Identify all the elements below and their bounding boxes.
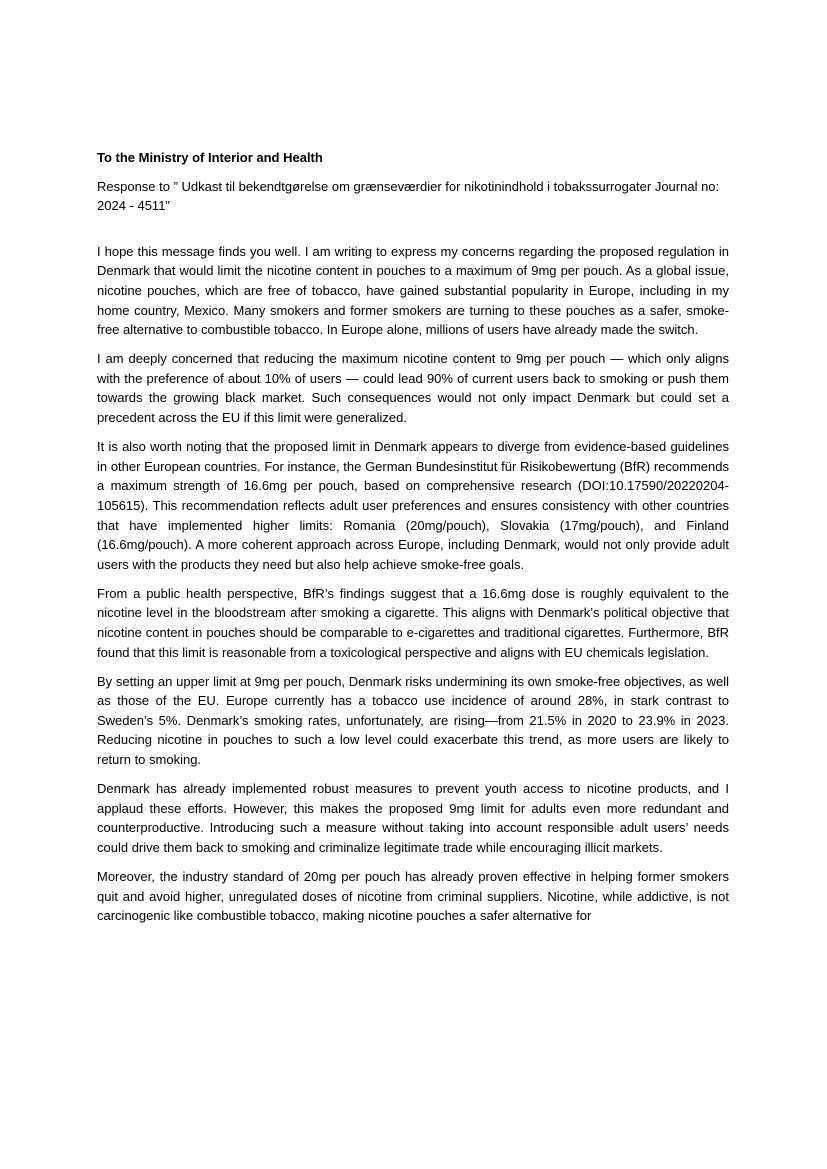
paragraph-2: I am deeply concerned that reducing the maximum nicotine content to 9mg per pouch — which only aligns with the preference of about 10% of users — could lead 90% of current users back to smoking or push them towards the growing black market. Such consequences would not only impact Denmark but could set a precedent across the EU if this limit were generalized. [97,351,729,426]
paragraph-1: I hope this message finds you well. I am writing to express my concerns regarding the proposed regulation in Denmark that would limit the nicotine content in pouches to a maximum of 9mg per pouch. As a global issue, nicotine pouches, which are free of tobacco, have gained substantial popularity in Europe, including in my home country, Mexico. Many smokers and former smokers are turning to these pouches as a safer, smoke-free alternative to combustible tobacco. In Europe alone, millions of users have already made the switch. [97,243,729,338]
paragraph-3: It is also worth noting that the proposed limit in Denmark appears to diverge from evidence-based guidelines in other European countries. For instance, the German Bundesinstitut für Risikobewertung (BfR) recommends a maximum strength of 16.6mg per pouch, based on comprehensive research (DOI:10.17590/20220204-105615). This recommendation reflects adult user preferences and ensures consistency with other countries that have implemented higher limits: Romania (20mg/pouch), Slovakia (17mg/pouch), and Finland (16.6mg/pouch). A more coherent approach across Europe, including Denmark, would not only provide adult users with the products they need but also help achieve smoke-free goals. [97,439,729,572]
subject-line: Response to ” Udkast til bekendtgørelse om grænseværdier for nikotinindhold i tobakssurrogater Journal no: 2024 - 4511” [97,178,720,214]
letter-body [97,148,729,935]
paragraph-6: Denmark has already implemented robust measures to prevent youth access to nicotine products, and I applaud these efforts. However, this makes the proposed 9mg limit for adults even more redundant and counterproductive. Introducing such a measure without taking into account responsible adult users’ needs could drive them back to smoking and criminalize legitimate trade while encouraging illicit markets. [97,781,729,855]
paragraph-4: From a public health perspective, BfR’s findings suggest that a 16.6mg dose is roughly equivalent to the nicotine level in the bloodstream after smoking a cigarette. This aligns with Denmark’s political objective that nicotine content in pouches should be comparable to e-cigarettes and traditional cigarettes. Furthermore, BfR found that this limit is reasonable from a toxicological perspective and aligns with EU chemicals legislation. [97,585,729,660]
paragraph-5: By setting an upper limit at 9mg per pouch, Denmark risks undermining its own smoke-free objectives, as well as those of the EU. Europe currently has a tobacco use incidence of around 28%, in stark contrast to Sweden’s 5%. Denmark’s smoking rates, unfortunately, are rising—from 21.5% in 2020 to 23.9% in 2023. Reducing nicotine in pouches to such a low level could exacerbate this trend, as more users are likely to return to smoking. [97,673,729,768]
paragraph-7: Moreover, the industry standard of 20mg per pouch has already proven effective in helping former smokers quit and avoid higher, unregulated doses of nicotine from criminal suppliers. Nicotine, while addictive, is not carcinogenic like combustible tobacco, making nicotine pouches a safer alternative for [97,869,729,924]
recipient-heading: To the Ministry of Interior and Health [97,150,323,165]
